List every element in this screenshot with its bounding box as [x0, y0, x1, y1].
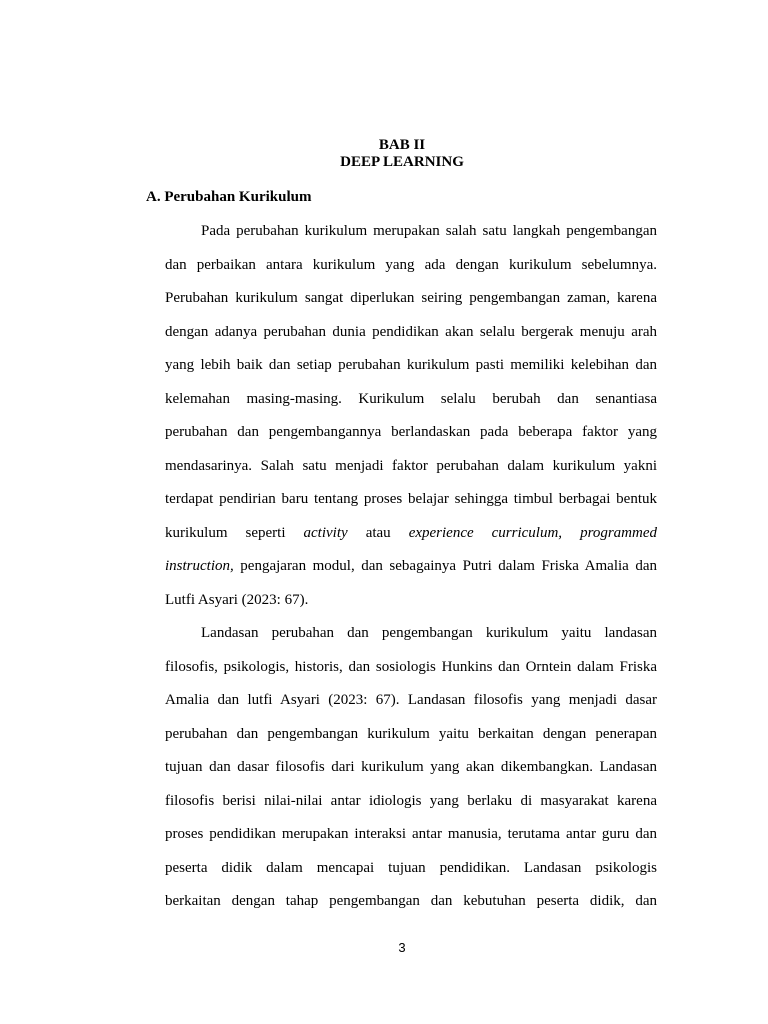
text-line: Perubahan kurikulum sangat diperlukan seiring pengembangan zaman, karena [165, 290, 657, 306]
chapter-title: DEEP LEARNING [340, 154, 464, 170]
text-line: dengan adanya perubahan dunia pendidikan akan selalu bergerak menuju arah [165, 324, 657, 340]
text-line: dan perbaikan antara kurikulum yang ada dengan kurikulum sebelumnya. [165, 257, 657, 273]
text-line: tujuan dan dasar filosofis dari kurikulum yang akan dikembangkan. Landasan [165, 759, 657, 775]
text-line: perubahan dan pengembangannya berlandaskan pada beberapa faktor yang [165, 424, 657, 440]
text-line: Amalia dan lutfi Asyari (2023: 67). Landasan filosofis yang menjadi dasar [165, 692, 657, 708]
section-heading: A. Perubahan Kurikulum [146, 189, 312, 205]
text-line: filosofis berisi nilai-nilai antar idiologis yang berlaku di masyarakat karena [165, 793, 657, 809]
italic-term: activity [303, 525, 348, 541]
text-line [165, 557, 657, 575]
text-run: kurikulum seperti [165, 525, 304, 541]
italic-term: experience curriculum, programmed [408, 525, 658, 541]
text-line: mendasarinya. Salah satu menjadi faktor perubahan dalam kurikulum yakni [165, 458, 657, 474]
text-line: Landasan perubahan dan pengembangan kurikulum yaitu landasan [201, 625, 657, 641]
text-line [165, 524, 657, 542]
text-line: filosofis, psikologis, historis, dan sosiologis Hunkins dan Orntein dalam Friska [165, 659, 657, 675]
text-line: Pada perubahan kurikulum merupakan salah satu langkah pengembangan [201, 223, 657, 239]
text-line: berkaitan dengan tahap pengembangan dan kebutuhan peserta didik, dan [165, 893, 657, 909]
text-line: proses pendidikan merupakan interaksi antar manusia, terutama antar guru dan [165, 826, 657, 842]
text-line: yang lebih baik dan setiap perubahan kurikulum pasti memiliki kelebihan dan [165, 357, 657, 373]
text-line: peserta didik dalam mencapai tujuan pendidikan. Landasan psikologis [165, 860, 657, 876]
page-number: 3 [398, 940, 406, 955]
text-run: atau [365, 525, 409, 541]
chapter-label: BAB II [378, 137, 426, 153]
italic-term: instruction, [165, 558, 234, 574]
text-line: perubahan dan pengembangan kurikulum yaitu berkaitan dengan penerapan [165, 726, 657, 742]
text-line: kelemahan masing-masing. Kurikulum selalu berubah dan senantiasa [165, 391, 657, 407]
text-line: terdapat pendirian baru tentang proses belajar sehingga timbul berbagai bentuk [165, 491, 657, 507]
text-run: pengajaran modul, dan sebagainya Putri dalam Friska Amalia dan [240, 558, 657, 574]
text-line: Lutfi Asyari (2023: 67). [165, 592, 309, 608]
